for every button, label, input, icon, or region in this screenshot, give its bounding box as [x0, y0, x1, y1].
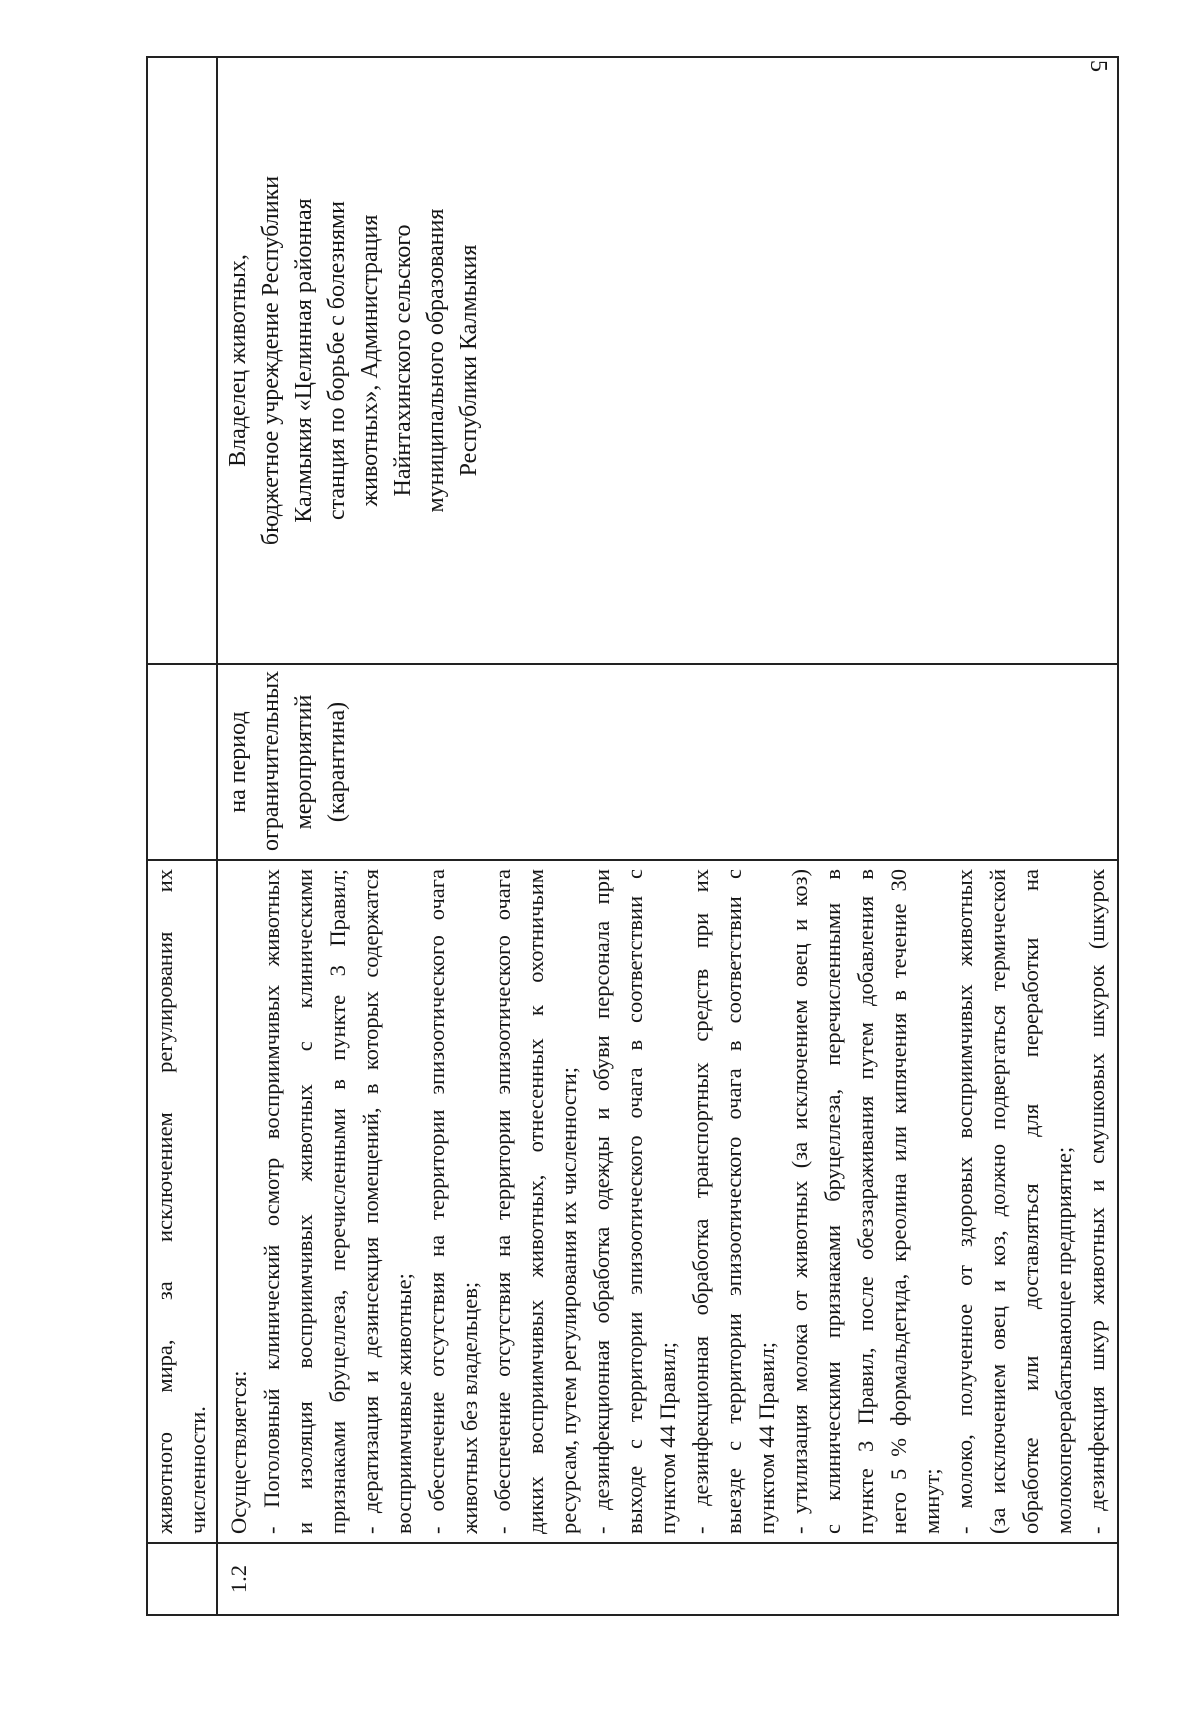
measure-text-line: пунктом 44 Правил;	[754, 1342, 779, 1534]
measure-text-line: с клиническими признаками бруцеллеза, перечисленными в	[820, 869, 845, 1534]
measure-text-line: обработке или доставляться для переработки на	[1018, 869, 1043, 1534]
period-cell	[217, 664, 1118, 860]
responsible-cell	[147, 57, 217, 664]
rotated-document	[146, 56, 1109, 1616]
measure-text-line: - дератизация и дезинсекция помещений, в которых содержатся	[358, 869, 383, 1534]
measure-text-line: ресурсам, путем регулирования их численности;	[556, 1066, 581, 1534]
responsible-text-line: муниципального образования	[423, 208, 449, 513]
measure-text-line: численности.	[185, 1406, 210, 1534]
period-text-line: ограничительных	[258, 670, 284, 851]
measure-text-line: признаками бруцеллеза, перечисленными в пункте 3 Правил;	[325, 869, 350, 1534]
page-number: 5	[1085, 60, 1111, 72]
measures-table	[146, 56, 1119, 1616]
measure-text-line: - обеспечение отсутствия на территории эпизоотического очага	[490, 869, 515, 1534]
table-row	[217, 57, 1118, 1615]
responsible-text-line: бюджетное учреждение Республики	[258, 175, 284, 546]
responsible-text-line: Калмыкия «Целинная районная	[291, 198, 317, 523]
measure-text-line: - дезинфекционная обработка транспортных средств при их	[688, 869, 713, 1534]
responsible-text-line: Владелец животных,	[225, 254, 251, 467]
measure-text-line: Осуществляется:	[226, 1370, 251, 1534]
measure-text-line: диких восприимчивых животных, отнесенных к охотничьим	[523, 869, 548, 1534]
measure-text-line: животного мира, за исключением регулирования их	[152, 869, 177, 1534]
responsible-cell	[217, 57, 1118, 664]
responsible-text-line: Найнтахинского сельского	[390, 224, 416, 497]
period-cell	[147, 664, 217, 860]
measure-text-line: животных без владельцев;	[457, 1281, 482, 1534]
measure-text-line: (за исключением овец и коз, должно подвергаться термической	[985, 869, 1010, 1534]
period-text-line: на период	[225, 711, 251, 813]
row-number-cell	[147, 1543, 217, 1615]
measure-text-line: - Поголовный клинический осмотр восприимчивых животных	[259, 869, 284, 1534]
measure-text-line: пункте 3 Правил, после обеззараживания путем добавления в	[853, 869, 878, 1534]
measure-text-line: пунктом 44 Правил;	[655, 1342, 680, 1534]
measure-text-line: - дезинфекционная обработка одежды и обуви персонала при	[589, 869, 614, 1534]
measure-text-line: молокоперерабатывающее предприятие;	[1051, 1146, 1076, 1534]
measure-text-line: выходе с территории эпизоотического очага в соответствии с	[622, 869, 647, 1534]
period-text-line: мероприятий	[291, 694, 317, 830]
responsible-text-line: Республики Калмыкия	[456, 244, 482, 477]
measure-text-line: - обеспечение отсутствия на территории эпизоотического очага	[424, 869, 449, 1534]
measure-cell	[147, 860, 217, 1543]
measure-text-line: восприимчивые животные;	[391, 1273, 416, 1534]
measure-text-line: и изоляция восприимчивых животных с клиническими	[292, 869, 317, 1534]
measure-text-line: - молоко, полученное от здоровых восприимчивых животных	[952, 869, 977, 1534]
measure-cell	[217, 860, 1118, 1543]
measure-text-line: минут;	[919, 1468, 944, 1534]
measure-text-line: - утилизация молока от животных (за исключением овец и коз)	[787, 869, 812, 1534]
row-number-cell	[217, 1543, 1118, 1615]
responsible-text-line: животных», Администрация	[357, 214, 383, 507]
responsible-text-line: станция по борьбе с болезнями	[324, 200, 350, 521]
measure-text-line: него 5 % формальдегида, креолина или кипячения в течение 30	[886, 869, 911, 1534]
row-number: 1.2	[226, 1564, 251, 1594]
measure-text-line: - дезинфекция шкур животных и смушковых шкурок (шкурок	[1084, 869, 1109, 1534]
measure-text-line: выезде с территории эпизоотического очага в соответствии с	[721, 869, 746, 1534]
table-row	[147, 57, 217, 1615]
period-text-line: (карантина)	[324, 701, 350, 823]
